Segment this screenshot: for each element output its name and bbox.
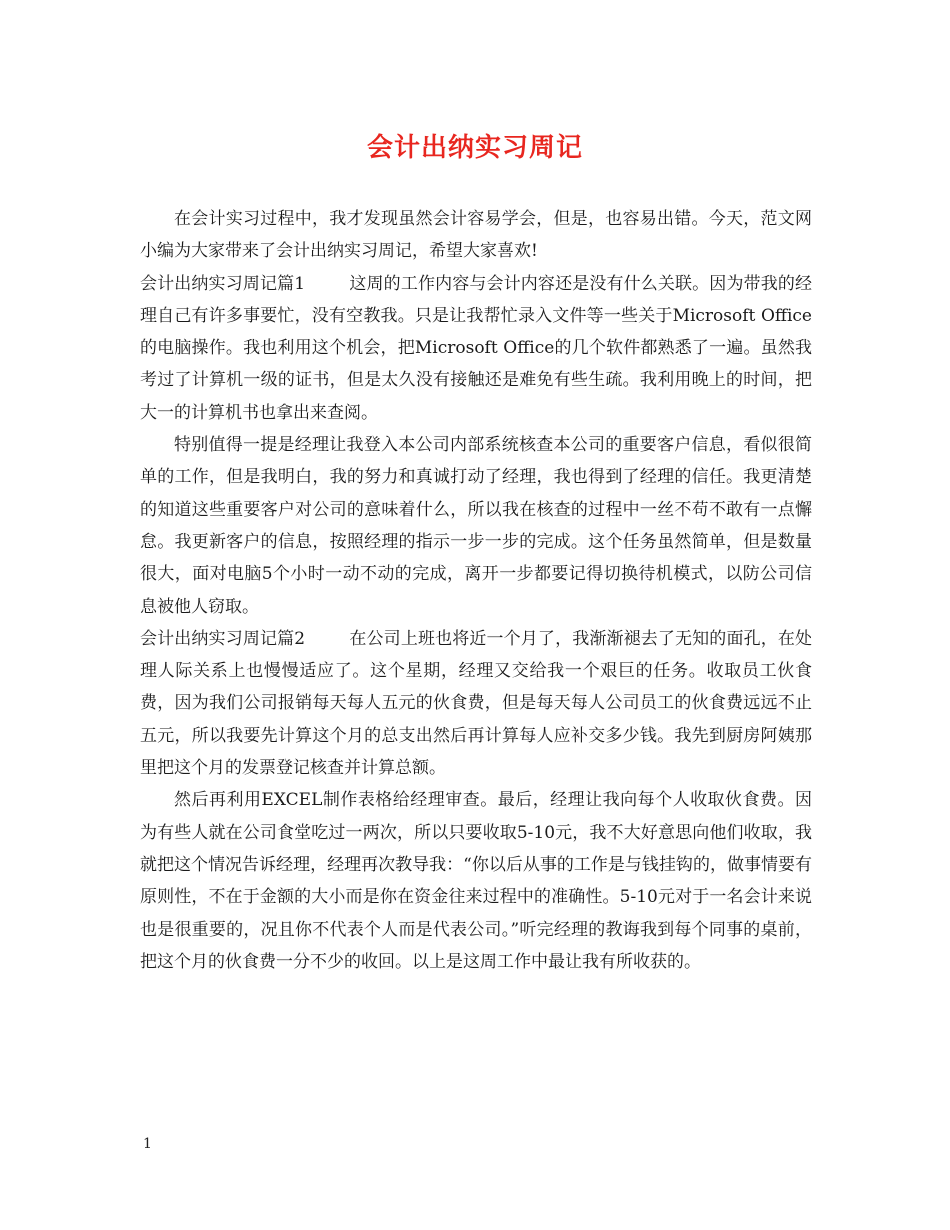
document-body [140,203,812,978]
section-2-paragraph-2: 然后再利用EXCEL制作表格给经理审查。最后，经理让我向每个人收取伙食费。因为有些人就在公司食堂吃过一两次，所以只要收取5-10元，我不大好意思向他们收取，我就把这个情况告诉经理，经理再次教导我：“你以后从事的工作是与钱挂钩的，做事情要有原则性，不在于金额的大小而是你在资金往来过程中的准确性。5-10元对于一名会计来说也是很重要的，况且你不代表个人而是代表公司。”听完经理的教诲我到每个同事的桌前，把这个月的伙食费一分不少的收回。以上是这周工作中最让我有所收获的。 [140,790,812,972]
section-1-paragraph-2: 特别值得一提是经理让我登入本公司内部系统核查本公司的重要客户信息，看似很简单的工作，但是我明白，我的努力和真诚打动了经理，我也得到了经理的信任。我更清楚的知道这些重要客户对公司的意味着什么，所以我在核查的过程中一丝不苟不敢有一点懈怠。我更新客户的信息，按照经理的指示一步一步的完成。这个任务虽然简单，但是数量很大，面对电脑5个小时一动不动的完成，离开一步都要记得切换待机模式，以防公司信息被他人窃取。 [140,435,812,617]
intro-paragraph: 在会计实习过程中，我才发现虽然会计容易学会，但是，也容易出错。今天，范文网小编为大家带来了会计出纳实习周记，希望大家喜欢! [140,209,812,262]
page-number: 1 [143,1136,152,1152]
section-1-heading: 会计出纳实习周记篇1 [140,273,306,294]
section-1-paragraph [140,268,812,429]
document-title: 会计出纳实习周记 [366,133,583,163]
section-2-paragraph [140,623,812,784]
section-2-heading: 会计出纳实习周记篇2 [140,628,306,649]
section-2-text: 在公司上班也将近一个月了，我渐渐褪去了无知的面孔，在处理人际关系上也慢慢适应了。这个星期，经理又交给我一个艰巨的任务。收取员工伙食费，因为我们公司报销每天每人五元的伙食费，但是每天每人公司员工的伙食费远远不止五元，所以我要先计算这个月的总支出然后再计算每人应补交多少钱。我先到厨房阿姨那里把这个月的发票登记核查并计算总额。 [140,628,812,779]
section-1-text: 这周的工作内容与会计内容还是没有什么关联。因为带我的经理自己有许多事要忙，没有空教我。只是让我帮忙录入文件等一些关于Microsoft Office的电脑操作。我也利用这个机会，把Microsoft Office的几个软件都熟悉了一遍。虽然我考过了计算机一级的证书，但是太久没有接触还是难免有些生疏。我利用晚上的时间，把大一的计算机书也拿出来查阅。 [140,273,812,423]
